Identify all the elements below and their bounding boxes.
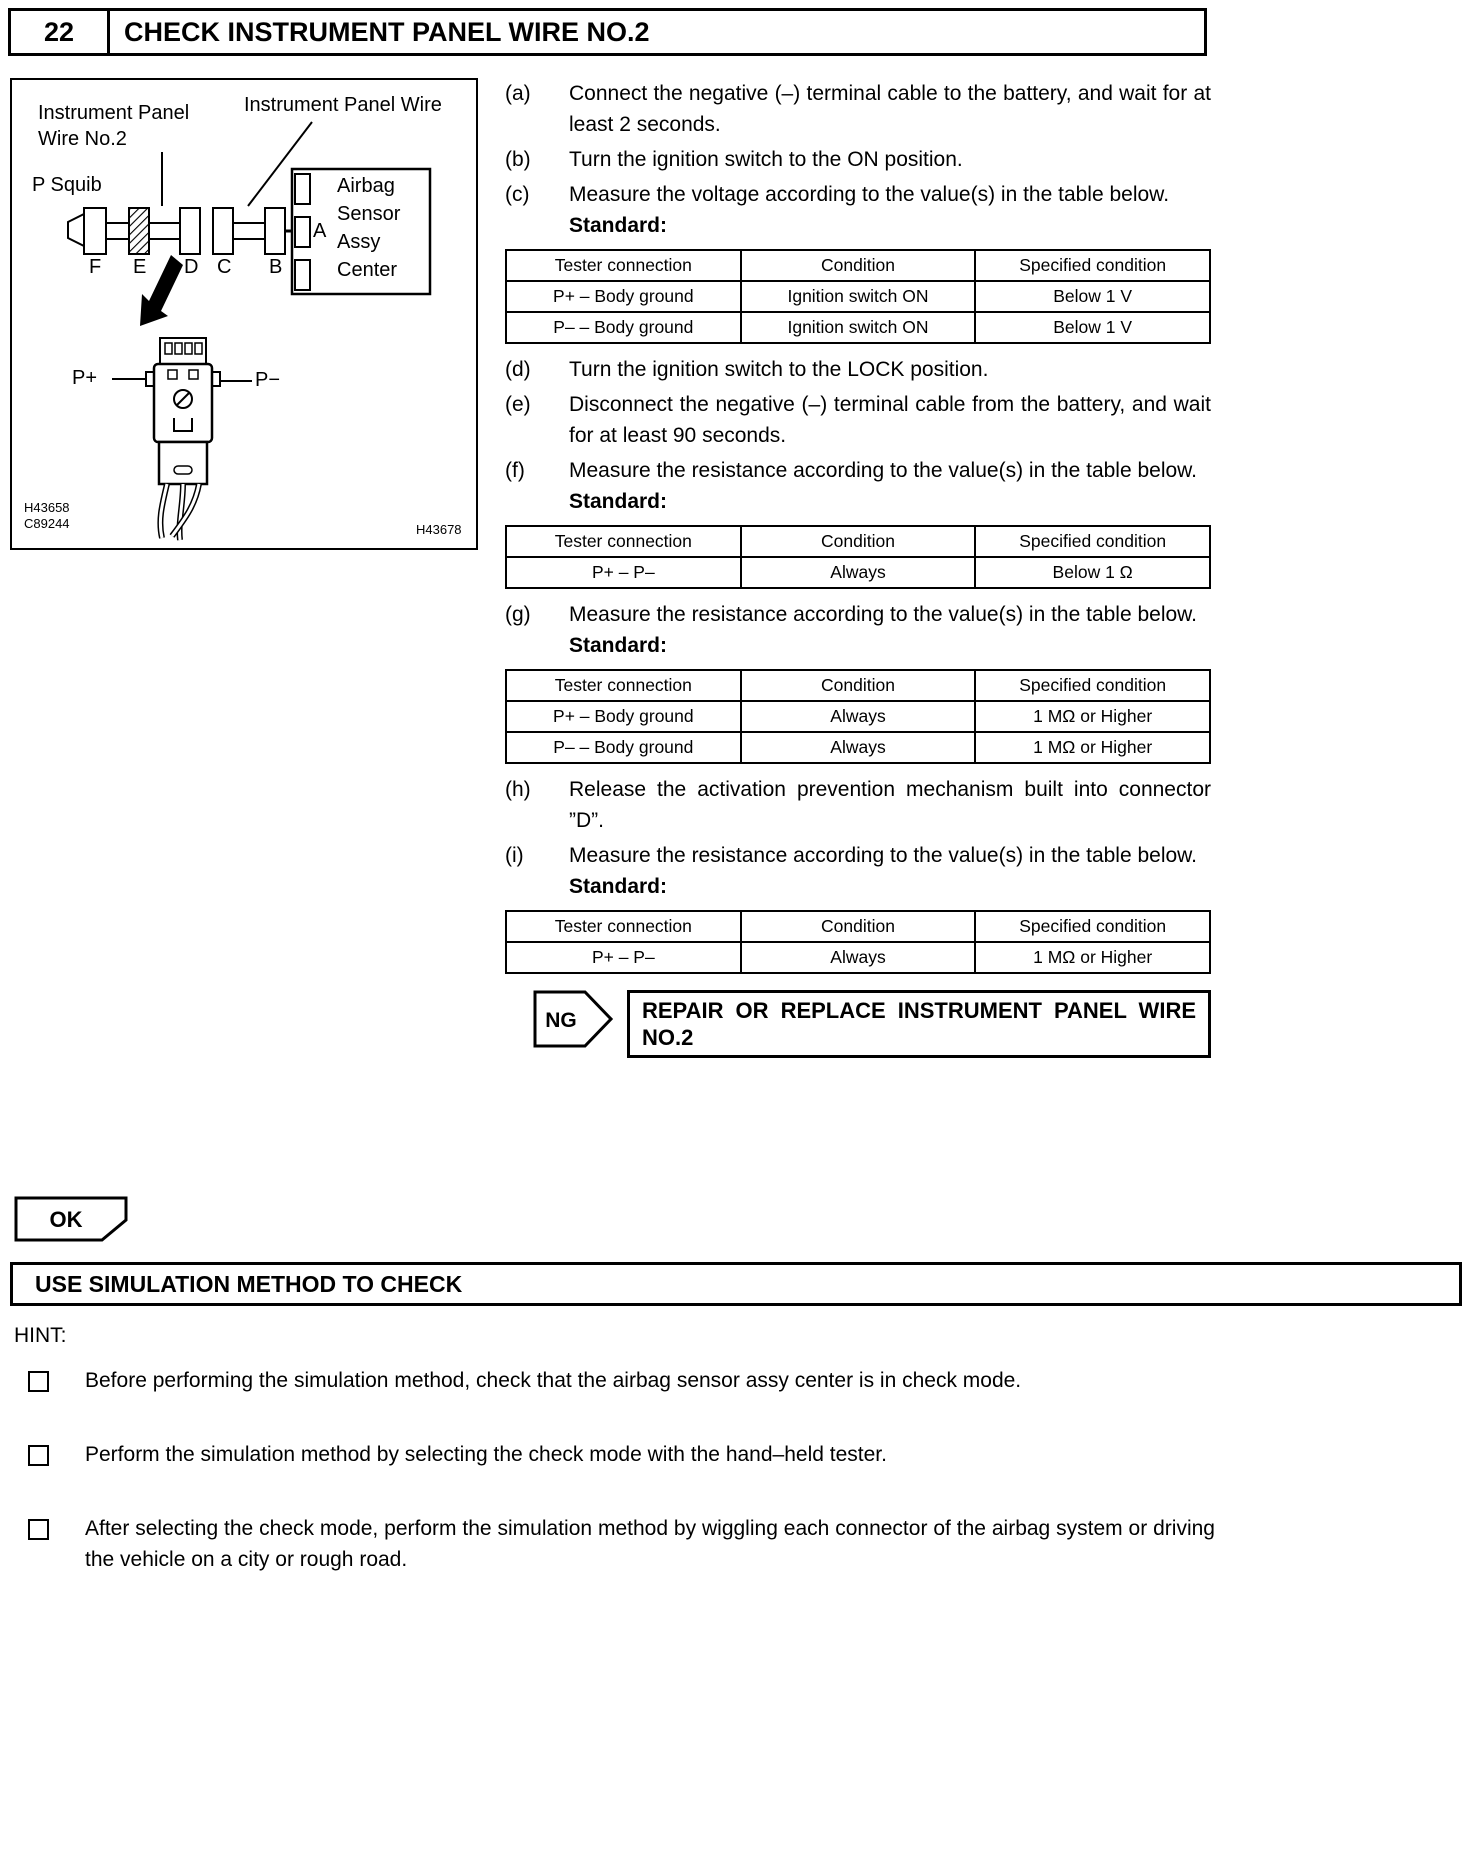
step-text-content: Measure the resistance according to the value(s) in the table below. (569, 603, 1198, 626)
table-row (506, 281, 1210, 312)
hint-item (14, 1365, 1458, 1396)
step-text-content: Measure the resistance according to the value(s) in the table below. (569, 459, 1198, 482)
connector-letter-f: F (89, 256, 102, 278)
table-cell: Always (741, 701, 976, 732)
ok-shape-icon (14, 1196, 128, 1242)
step-label: (f) (505, 459, 525, 482)
table-header-row (506, 670, 1210, 701)
hint-item-text: After selecting the check mode, perform the simulation method by wiggling each connector of the airbag system or driving the vehicle on a city or rough road. (85, 1517, 1215, 1571)
table-header-cell: Specified condition (975, 250, 1210, 281)
table-header-cell: Tester connection (506, 911, 741, 942)
table-row (506, 701, 1210, 732)
ok-tag (14, 1196, 128, 1247)
hint-section (14, 1320, 1458, 1618)
step-b (505, 144, 1211, 175)
table-cell: Ignition switch ON (741, 281, 976, 312)
connector-letter-e: E (133, 256, 147, 278)
label-p-minus: P− (255, 369, 281, 391)
step-label: (e) (505, 393, 531, 416)
hint-item (14, 1439, 1458, 1470)
ng-label: NG (545, 1009, 577, 1032)
standard-label: Standard: (569, 875, 668, 898)
table-header-cell: Tester connection (506, 526, 741, 557)
step-text (569, 840, 1211, 902)
checkbox-icon (28, 1445, 49, 1466)
step-label: (a) (505, 82, 531, 105)
table-row (506, 732, 1210, 763)
checkbox-icon (28, 1519, 49, 1540)
ng-arrow-icon (533, 990, 613, 1048)
table-cell: Always (741, 942, 976, 973)
table-header-cell: Condition (741, 250, 976, 281)
page-header (8, 8, 1207, 56)
next-step-bar: USE SIMULATION METHOD TO CHECK (10, 1262, 1462, 1306)
table-header-cell: Condition (741, 670, 976, 701)
hint-item-text: Perform the simulation method by selecting the check mode with the hand–held tester. (85, 1443, 887, 1466)
step-label: (h) (505, 778, 531, 801)
table-header-cell: Tester connection (506, 250, 741, 281)
table-header-row (506, 911, 1210, 942)
hint-label: HINT: (14, 1324, 67, 1347)
table-cell: P+ – Body ground (506, 701, 741, 732)
spec-table-resistance-2 (505, 669, 1211, 764)
table-cell: Below 1 Ω (975, 557, 1210, 588)
connector-letter-b: B (269, 256, 283, 278)
table-header-cell: Specified condition (975, 911, 1210, 942)
step-text-content: Measure the resistance according to the value(s) in the table below. (569, 844, 1198, 867)
step-text (569, 455, 1211, 517)
table-header-row (506, 250, 1210, 281)
checkbox-icon (28, 1371, 49, 1392)
step-label: (c) (505, 183, 530, 206)
table-row (506, 557, 1210, 588)
table-cell: 1 MΩ or Higher (975, 701, 1210, 732)
step-text: Disconnect the negative (–) terminal cable from the battery, and wait for at least 90 seconds. (569, 393, 1211, 447)
step-f (505, 455, 1211, 517)
label-p-plus: P+ (72, 367, 98, 389)
table-cell: P+ – Body ground (506, 281, 741, 312)
hint-item-text: Before performing the simulation method, check that the airbag sensor assy center is in check mode. (85, 1369, 1022, 1392)
step-label: (b) (505, 148, 531, 171)
step-text: Release the activation prevention mechanism built into connector ”D”. (569, 778, 1211, 832)
connector-letter-d: D (184, 256, 199, 278)
table-header-cell: Specified condition (975, 670, 1210, 701)
table-header-cell: Specified condition (975, 526, 1210, 557)
table-cell: Ignition switch ON (741, 312, 976, 343)
table-header-row (506, 526, 1210, 557)
procedure-steps (505, 78, 1211, 1058)
ng-result-row (533, 990, 1211, 1058)
step-a (505, 78, 1211, 140)
page-title: CHECK INSTRUMENT PANEL WIRE NO.2 (124, 16, 650, 47)
table-cell: P+ – P– (506, 557, 741, 588)
connector-letter-a: A (313, 220, 327, 242)
step-i (505, 840, 1211, 902)
spec-table-resistance-3 (505, 910, 1211, 974)
table-cell: Always (741, 557, 976, 588)
step-text: Turn the ignition switch to the ON position. (569, 148, 963, 171)
spec-table-resistance-1 (505, 525, 1211, 589)
step-h (505, 774, 1211, 836)
sensor-line: Assy (337, 231, 381, 253)
table-header-cell: Condition (741, 911, 976, 942)
table-cell: P+ – P– (506, 942, 741, 973)
sensor-line: Center (337, 259, 398, 281)
step-label: (d) (505, 358, 531, 381)
step-label: (i) (505, 844, 524, 867)
table-row (506, 942, 1210, 973)
hint-item (14, 1513, 1458, 1575)
ok-label: OK (49, 1207, 83, 1232)
step-label: (g) (505, 603, 531, 626)
step-text (569, 179, 1211, 241)
table-cell: 1 MΩ or Higher (975, 732, 1210, 763)
label-instrument-panel-wire-no2-line2: Wire No.2 (38, 128, 127, 150)
table-cell: P– – Body ground (506, 312, 741, 343)
step-text (569, 599, 1211, 661)
table-cell: Below 1 V (975, 312, 1210, 343)
spec-table-voltage (505, 249, 1211, 344)
figure-code-2: C89244 (24, 516, 70, 531)
label-airbag-sensor-assy-center (337, 172, 400, 284)
step-text-content: Measure the voltage according to the value(s) in the table below. (569, 183, 1170, 206)
step-number: 22 (11, 11, 110, 53)
table-row (506, 312, 1210, 343)
table-cell: Always (741, 732, 976, 763)
connector-letter-c: C (217, 256, 232, 278)
step-c (505, 179, 1211, 241)
step-g (505, 599, 1211, 661)
wiring-figure (10, 78, 478, 550)
sensor-line: Airbag (337, 175, 395, 197)
step-text: Turn the ignition switch to the LOCK position. (569, 358, 989, 381)
label-p-squib: P Squib (32, 174, 102, 196)
ng-action-box: REPAIR OR REPLACE INSTRUMENT PANEL WIRE NO.2 (627, 990, 1211, 1058)
standard-label: Standard: (569, 214, 668, 237)
figure-code-3: H43678 (416, 522, 462, 537)
standard-label: Standard: (569, 634, 668, 657)
standard-label: Standard: (569, 490, 668, 513)
sensor-line: Sensor (337, 203, 401, 225)
table-cell: P– – Body ground (506, 732, 741, 763)
step-d (505, 354, 1211, 385)
figure-code-1: H43658 (24, 500, 70, 515)
step-text: Connect the negative (–) terminal cable to the battery, and wait for at least 2 seconds. (569, 82, 1211, 136)
step-e (505, 389, 1211, 451)
label-instrument-panel-wire: Instrument Panel Wire (244, 94, 442, 116)
table-header-cell: Tester connection (506, 670, 741, 701)
table-cell: 1 MΩ or Higher (975, 942, 1210, 973)
table-cell: Below 1 V (975, 281, 1210, 312)
ng-tag (533, 990, 613, 1058)
table-header-cell: Condition (741, 526, 976, 557)
label-instrument-panel-wire-no2-line1: Instrument Panel (38, 102, 190, 124)
